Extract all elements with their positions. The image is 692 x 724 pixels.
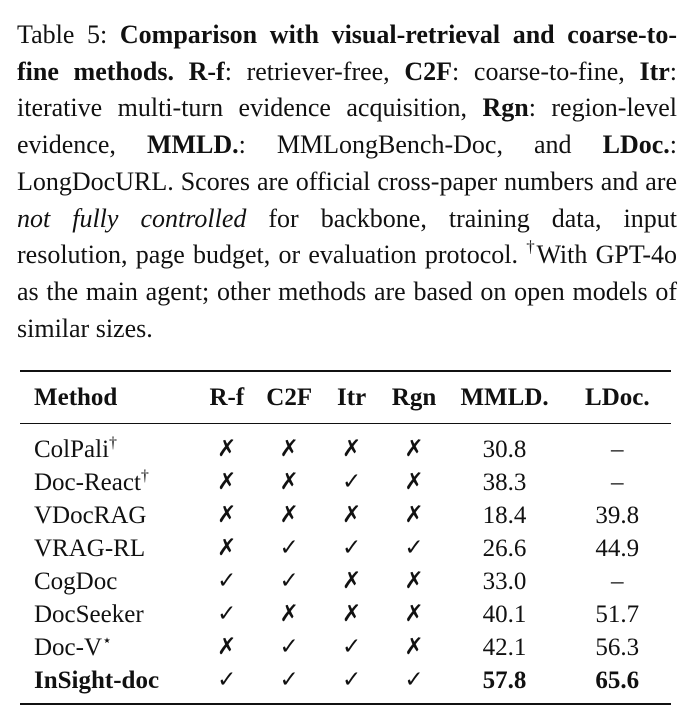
- ldoc-score-cell: 44.9: [595, 535, 640, 562]
- rf-cell: ✗: [217, 502, 237, 528]
- ldoc-score-cell: 51.7: [595, 601, 640, 628]
- rf-cell: ✓: [217, 601, 237, 627]
- method-name: DocSeeker: [34, 601, 144, 628]
- table-header: [20, 371, 671, 424]
- method-name: VDocRAG: [34, 502, 147, 529]
- method-cell: [20, 466, 196, 499]
- ldoc-score-cell: 56.3: [595, 634, 640, 661]
- c2f-cell: ✗: [279, 469, 299, 495]
- rgn-cell: ✗: [404, 502, 424, 528]
- ldoc-score-cell: 65.6: [595, 667, 640, 694]
- mmld-score-cell: 57.8: [482, 667, 527, 694]
- method-cell: [20, 664, 196, 704]
- caption-note: for backbone, training data, input resolution, page budget, or evaluation protocol.: [17, 203, 677, 270]
- itr-cell: ✗: [341, 568, 362, 594]
- header-rf: R-f: [209, 384, 245, 411]
- method-footnote-mark: ⋆: [102, 632, 113, 650]
- rgn-cell: ✗: [404, 469, 424, 495]
- rf-cell: ✗: [217, 469, 237, 495]
- c2f-cell: ✓: [279, 667, 299, 693]
- table-row: [20, 424, 671, 467]
- header-rgn: Rgn: [391, 384, 437, 411]
- mmld-score-cell: 38.3: [482, 469, 527, 496]
- itr-cell: ✓: [341, 634, 362, 660]
- rgn-cell: ✗: [404, 568, 424, 594]
- rgn-cell: ✓: [404, 667, 424, 693]
- dagger-mark: †: [526, 236, 537, 256]
- header-row: [20, 371, 671, 424]
- abbr-text: : iterative multi-turn evidence acquisition,: [17, 56, 678, 123]
- method-name: VRAG-RL: [34, 535, 146, 562]
- table-row: [20, 565, 671, 598]
- table-body: [20, 424, 671, 705]
- c2f-cell: ✓: [279, 568, 299, 594]
- ldoc-score-cell: –: [611, 568, 624, 595]
- abbr-text: : coarse-to-fine,: [452, 56, 640, 86]
- table-row: [20, 598, 671, 631]
- mmld-score-cell: 30.8: [482, 436, 527, 463]
- ldoc-score-cell: 39.8: [595, 502, 640, 529]
- itr-cell: ✓: [341, 469, 362, 495]
- rgn-cell: ✓: [404, 535, 424, 561]
- abbr-key: MMLD.: [146, 130, 239, 160]
- itr-cell: ✗: [341, 436, 362, 462]
- rf-cell: ✗: [217, 634, 237, 660]
- mmld-score-cell: 42.1: [482, 634, 527, 661]
- rgn-cell: ✗: [404, 436, 424, 462]
- mmld-score-cell: 40.1: [482, 601, 527, 628]
- method-cell: [20, 499, 196, 532]
- itr-cell: ✓: [341, 535, 362, 561]
- abbr-key: Rgn: [482, 93, 529, 123]
- table-row: [20, 532, 671, 565]
- header-c2f: C2F: [266, 384, 313, 411]
- abbr-text: : MMLongBench-Doc, and: [238, 130, 603, 160]
- rf-cell: ✓: [217, 667, 237, 693]
- table-row: [20, 664, 671, 704]
- c2f-cell: ✗: [279, 502, 299, 528]
- method-name: Doc-V: [34, 634, 103, 661]
- caption-note: Scores are official cross-paper numbers and are: [180, 166, 677, 196]
- table-row: [20, 466, 671, 499]
- caption-title: Comparison with visual-retrieval and coarse-to-fine methods.: [17, 20, 677, 86]
- method-cell: [20, 424, 196, 467]
- mmld-score-cell: 26.6: [482, 535, 527, 562]
- comparison-table: [20, 370, 671, 705]
- abbr-key: Itr: [639, 56, 670, 86]
- mmld-score-cell: 33.0: [482, 568, 527, 595]
- method-cell: [20, 532, 196, 565]
- header-itr: Itr: [337, 384, 367, 411]
- table-row: [20, 631, 671, 664]
- method-cell: [20, 631, 196, 664]
- method-footnote-mark: †: [140, 467, 149, 485]
- method-name: CogDoc: [34, 568, 118, 595]
- itr-cell: ✓: [341, 667, 362, 693]
- c2f-cell: ✗: [279, 436, 299, 462]
- rgn-cell: ✗: [404, 601, 424, 627]
- header-ldoc: LDoc.: [585, 384, 650, 411]
- caption-note-emphasis: not fully controlled: [17, 203, 247, 233]
- ldoc-score-cell: –: [611, 436, 624, 463]
- rgn-cell: ✗: [404, 634, 424, 660]
- abbr-text: : LongDocURL.: [17, 130, 678, 196]
- rf-cell: ✗: [217, 535, 237, 561]
- ldoc-score-cell: –: [611, 469, 624, 496]
- table-row: [20, 499, 671, 532]
- c2f-cell: ✗: [279, 601, 299, 627]
- table-caption: [17, 17, 677, 347]
- method-footnote-mark: †: [109, 434, 118, 452]
- c2f-cell: ✓: [279, 535, 299, 561]
- caption-footnote: With GPT-4o as the main agent; other methods are based on open models of similar sizes.: [17, 240, 677, 343]
- itr-cell: ✗: [341, 601, 362, 627]
- method-name: InSight-doc: [34, 667, 160, 694]
- abbr-key: R-f: [188, 56, 225, 86]
- c2f-cell: ✓: [279, 634, 299, 660]
- caption-label: Table 5:: [17, 20, 108, 49]
- method-cell: [20, 565, 196, 598]
- itr-cell: ✗: [341, 502, 362, 528]
- method-cell: [20, 598, 196, 631]
- method-name: ColPali: [34, 436, 110, 463]
- rf-cell: ✓: [217, 568, 237, 594]
- abbr-text: : retriever-free,: [224, 56, 405, 86]
- abbr-text: : region-level evidence,: [17, 93, 677, 160]
- abbr-key: LDoc.: [602, 130, 670, 160]
- mmld-score-cell: 18.4: [482, 502, 527, 529]
- header-mmld: MMLD.: [460, 384, 549, 411]
- method-name: Doc-React: [34, 469, 141, 496]
- abbr-key: C2F: [404, 56, 453, 86]
- rf-cell: ✗: [217, 436, 237, 462]
- header-method: Method: [34, 384, 118, 411]
